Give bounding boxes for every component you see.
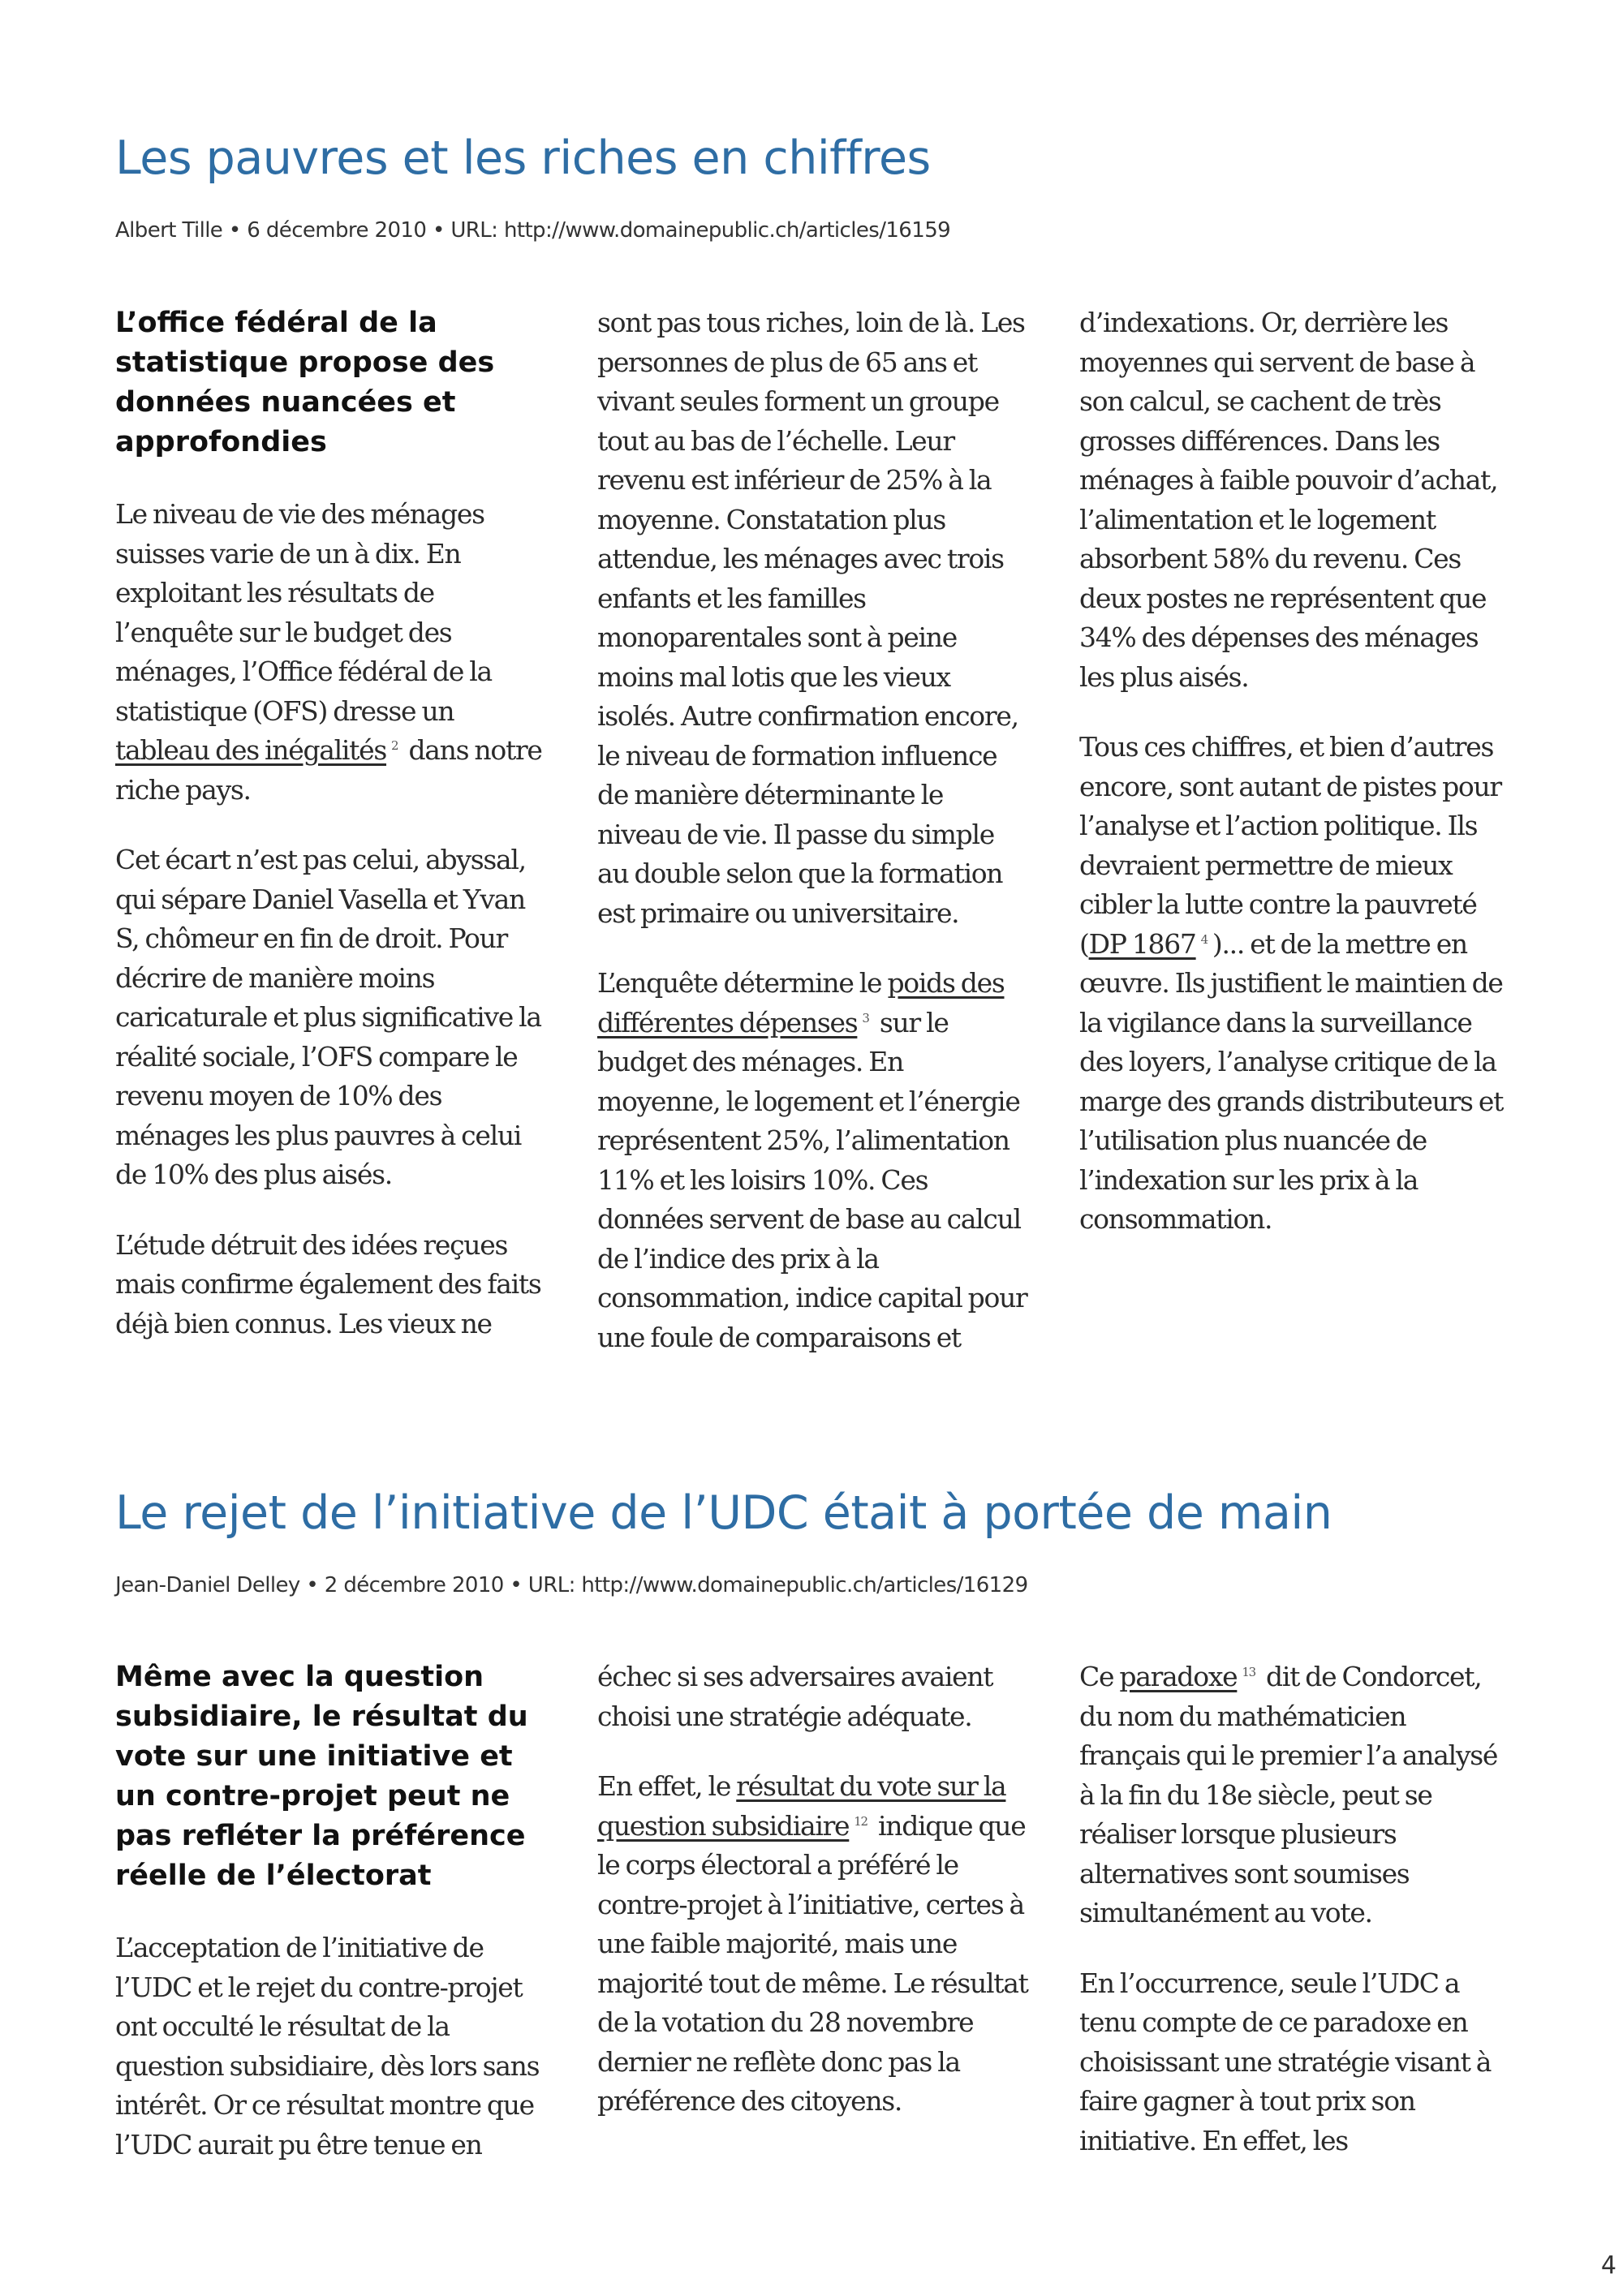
page-number: 4 xyxy=(1600,2251,1617,2280)
text: dans notre riche pays. xyxy=(115,734,542,806)
article-title: Le rejet de l’initiative de l’UDC était à portée de main xyxy=(115,1486,1332,1540)
article-url-link[interactable]: http://www.domainepublic.ch/articles/16159 xyxy=(503,218,951,243)
article-url-link[interactable]: http://www.domainepublic.ch/articles/16129 xyxy=(581,1573,1028,1597)
paragraph: Cet écart n’est pas celui, abyssal, qui sépare Daniel Vasella et Yvan S, chômeur en fin de droit. Pour décrire de manière moins caricaturale et plus significative la réalité sociale, l’OFS compare le revenu moyen de 10% des ménages les plus pauvres à celui de 10% des plus aisés. xyxy=(115,844,541,1190)
link-poids-depenses[interactable]: poids des différentes dépenses xyxy=(597,967,1005,1038)
article-lead: L’office fédéral de la statistique propose des données nuancées et approfondies xyxy=(115,307,495,458)
footnote-ref[interactable]: 3 xyxy=(862,1010,869,1025)
link-paradoxe[interactable]: paradoxe xyxy=(1119,1661,1238,1692)
article-2-columns xyxy=(115,1658,1511,2177)
footnote-ref[interactable]: 4 xyxy=(1200,931,1208,947)
article-1-columns xyxy=(115,303,1511,1358)
link-dp-1867[interactable]: DP 1867 xyxy=(1088,927,1196,960)
footnote-ref[interactable]: 12 xyxy=(854,1813,867,1829)
text: dit de Condorcet, du nom du mathématicien français qui le premier l’a analysé à la fin du 18e siècle, peut se réaliser lorsque plusieurs alternatives sont soumises simultanément au vote. xyxy=(1079,1661,1498,1928)
byline: Jean-Daniel Delley • 2 décembre 2010 • URL: http://www.domainepublic.ch/articles/16129 xyxy=(115,1573,1028,1597)
article-1-text-flow xyxy=(115,303,1511,1358)
url-label: URL: xyxy=(527,1573,575,1597)
paragraph: En l’occurrence, seule l’UDC a tenu compte de ce paradoxe en choisissant une stratégie visant à faire gagner à tout prix son initiative. En effet, les xyxy=(1079,1967,1492,2156)
paragraph xyxy=(1079,728,1511,1240)
link-tableau-inegalites[interactable]: tableau des inégalités xyxy=(115,734,387,766)
text: indique que le corps électoral a préféré le contre-projet à l’initiative, certes à une faible majorité, mais une majorité tout de même. Le résultat de la votation du 28 novembre dernier ne reflète donc pas la préférence des citoyens. xyxy=(597,1809,1028,2117)
paragraph: L’étude détruit des idées reçues mais confirme également des faits déjà bien connus. Les vieux ne sont pas tous riches, loin de là. Les personnes de plus de 65 ans et vivant seules forment un groupe tout au bas de l’échelle. Leur revenu est inférieur de 25% à la moyenne. Constatation plus attendue, les ménages avec trois enfants et les familles monoparentales sont à peine moins mal lotis que les vieux isolés. Autre confirmation encore, le niveau de formation influence de manière déterminante le niveau de vie. Il passe du simple au double selon que la formation est primaire ou universitaire. xyxy=(115,307,1025,1339)
article-title: Les pauvres et les riches en chiffres xyxy=(115,131,931,185)
text: L’enquête détermine le xyxy=(597,967,888,999)
date: 6 décembre 2010 xyxy=(247,218,427,243)
text: Tous ces chiffres, et bien d’autres encore, sont autant de pistes pour l’analyse et l’action politique. Ils devraient permettre de mieux cibler la lutte contre la pauvreté ( xyxy=(1079,731,1501,960)
footnote-ref[interactable]: 13 xyxy=(1242,1665,1255,1679)
article-2-text-flow xyxy=(115,1658,1511,2177)
article-lead: Même avec la question subsidiaire, le résultat du vote sur une initiative et un contre-projet peut ne pas refléter la préférence réelle de l’électorat xyxy=(115,1661,528,1892)
date: 2 décembre 2010 xyxy=(324,1573,504,1597)
text: Ce xyxy=(1079,1661,1120,1692)
footnote-ref[interactable]: 2 xyxy=(391,738,398,753)
url-label: URL: xyxy=(450,218,498,243)
paragraph xyxy=(597,1767,1029,2122)
article-2-header xyxy=(115,1477,1511,1602)
text: )... et de la mettre en œuvre. Ils justifient le maintien de la vigilance dans la surveillance des loyers, l’analyse critique de la marge des grands distributeurs et l’utilisation plus nuancée de l’indexation sur les prix à la consommation. xyxy=(1079,927,1504,1235)
text: sur le budget des ménages. En moyenne, le logement et l’énergie représentent 25%, l’alimentation 11% et les loisirs 10%. Ces données servent de base au calcul de l’indice des prix à la consommation, indice capital pour une foule de comparaisons et d’indexations. Or, derrière les moyennes qui servent de base à son calcul, se cachent de très grosses différences. Dans les ménages à faible pouvoir d’achat, l’alimentation et le logement absorbent 58% du revenu. Ces deux postes ne représentent que 34% des dépenses des ménages les plus aisés. xyxy=(597,307,1498,1353)
author: Jean-Daniel Delley xyxy=(115,1573,300,1597)
author: Albert Tille xyxy=(115,218,223,243)
paragraph xyxy=(1079,1658,1511,1933)
text: Le niveau de vie des ménages suisses varie de un à dix. En exploitant les résultats de l’enquête sur le budget des ménages, l’Office fédéral de la statistique (OFS) dresse un xyxy=(115,498,492,727)
article-poor-rich xyxy=(115,122,1511,247)
paragraph: L’acceptation de l’initiative de l’UDC et le rejet du contre-projet ont occulté le résultat de la question subsidiaire, dès lors sans intérêt. Or ce résultat montre que l’UDC aurait pu être tenue en échec si ses adversaires avaient choisi une stratégie adéquate. xyxy=(115,1661,993,2161)
byline: Albert Tille • 6 décembre 2010 • URL: http://www.domainepublic.ch/articles/16159 xyxy=(115,218,951,243)
text: En effet, le xyxy=(597,1770,737,1802)
link-resultat-vote[interactable]: résultat du vote sur la question subsidiaire xyxy=(597,1770,1006,1842)
paragraph xyxy=(115,495,547,810)
